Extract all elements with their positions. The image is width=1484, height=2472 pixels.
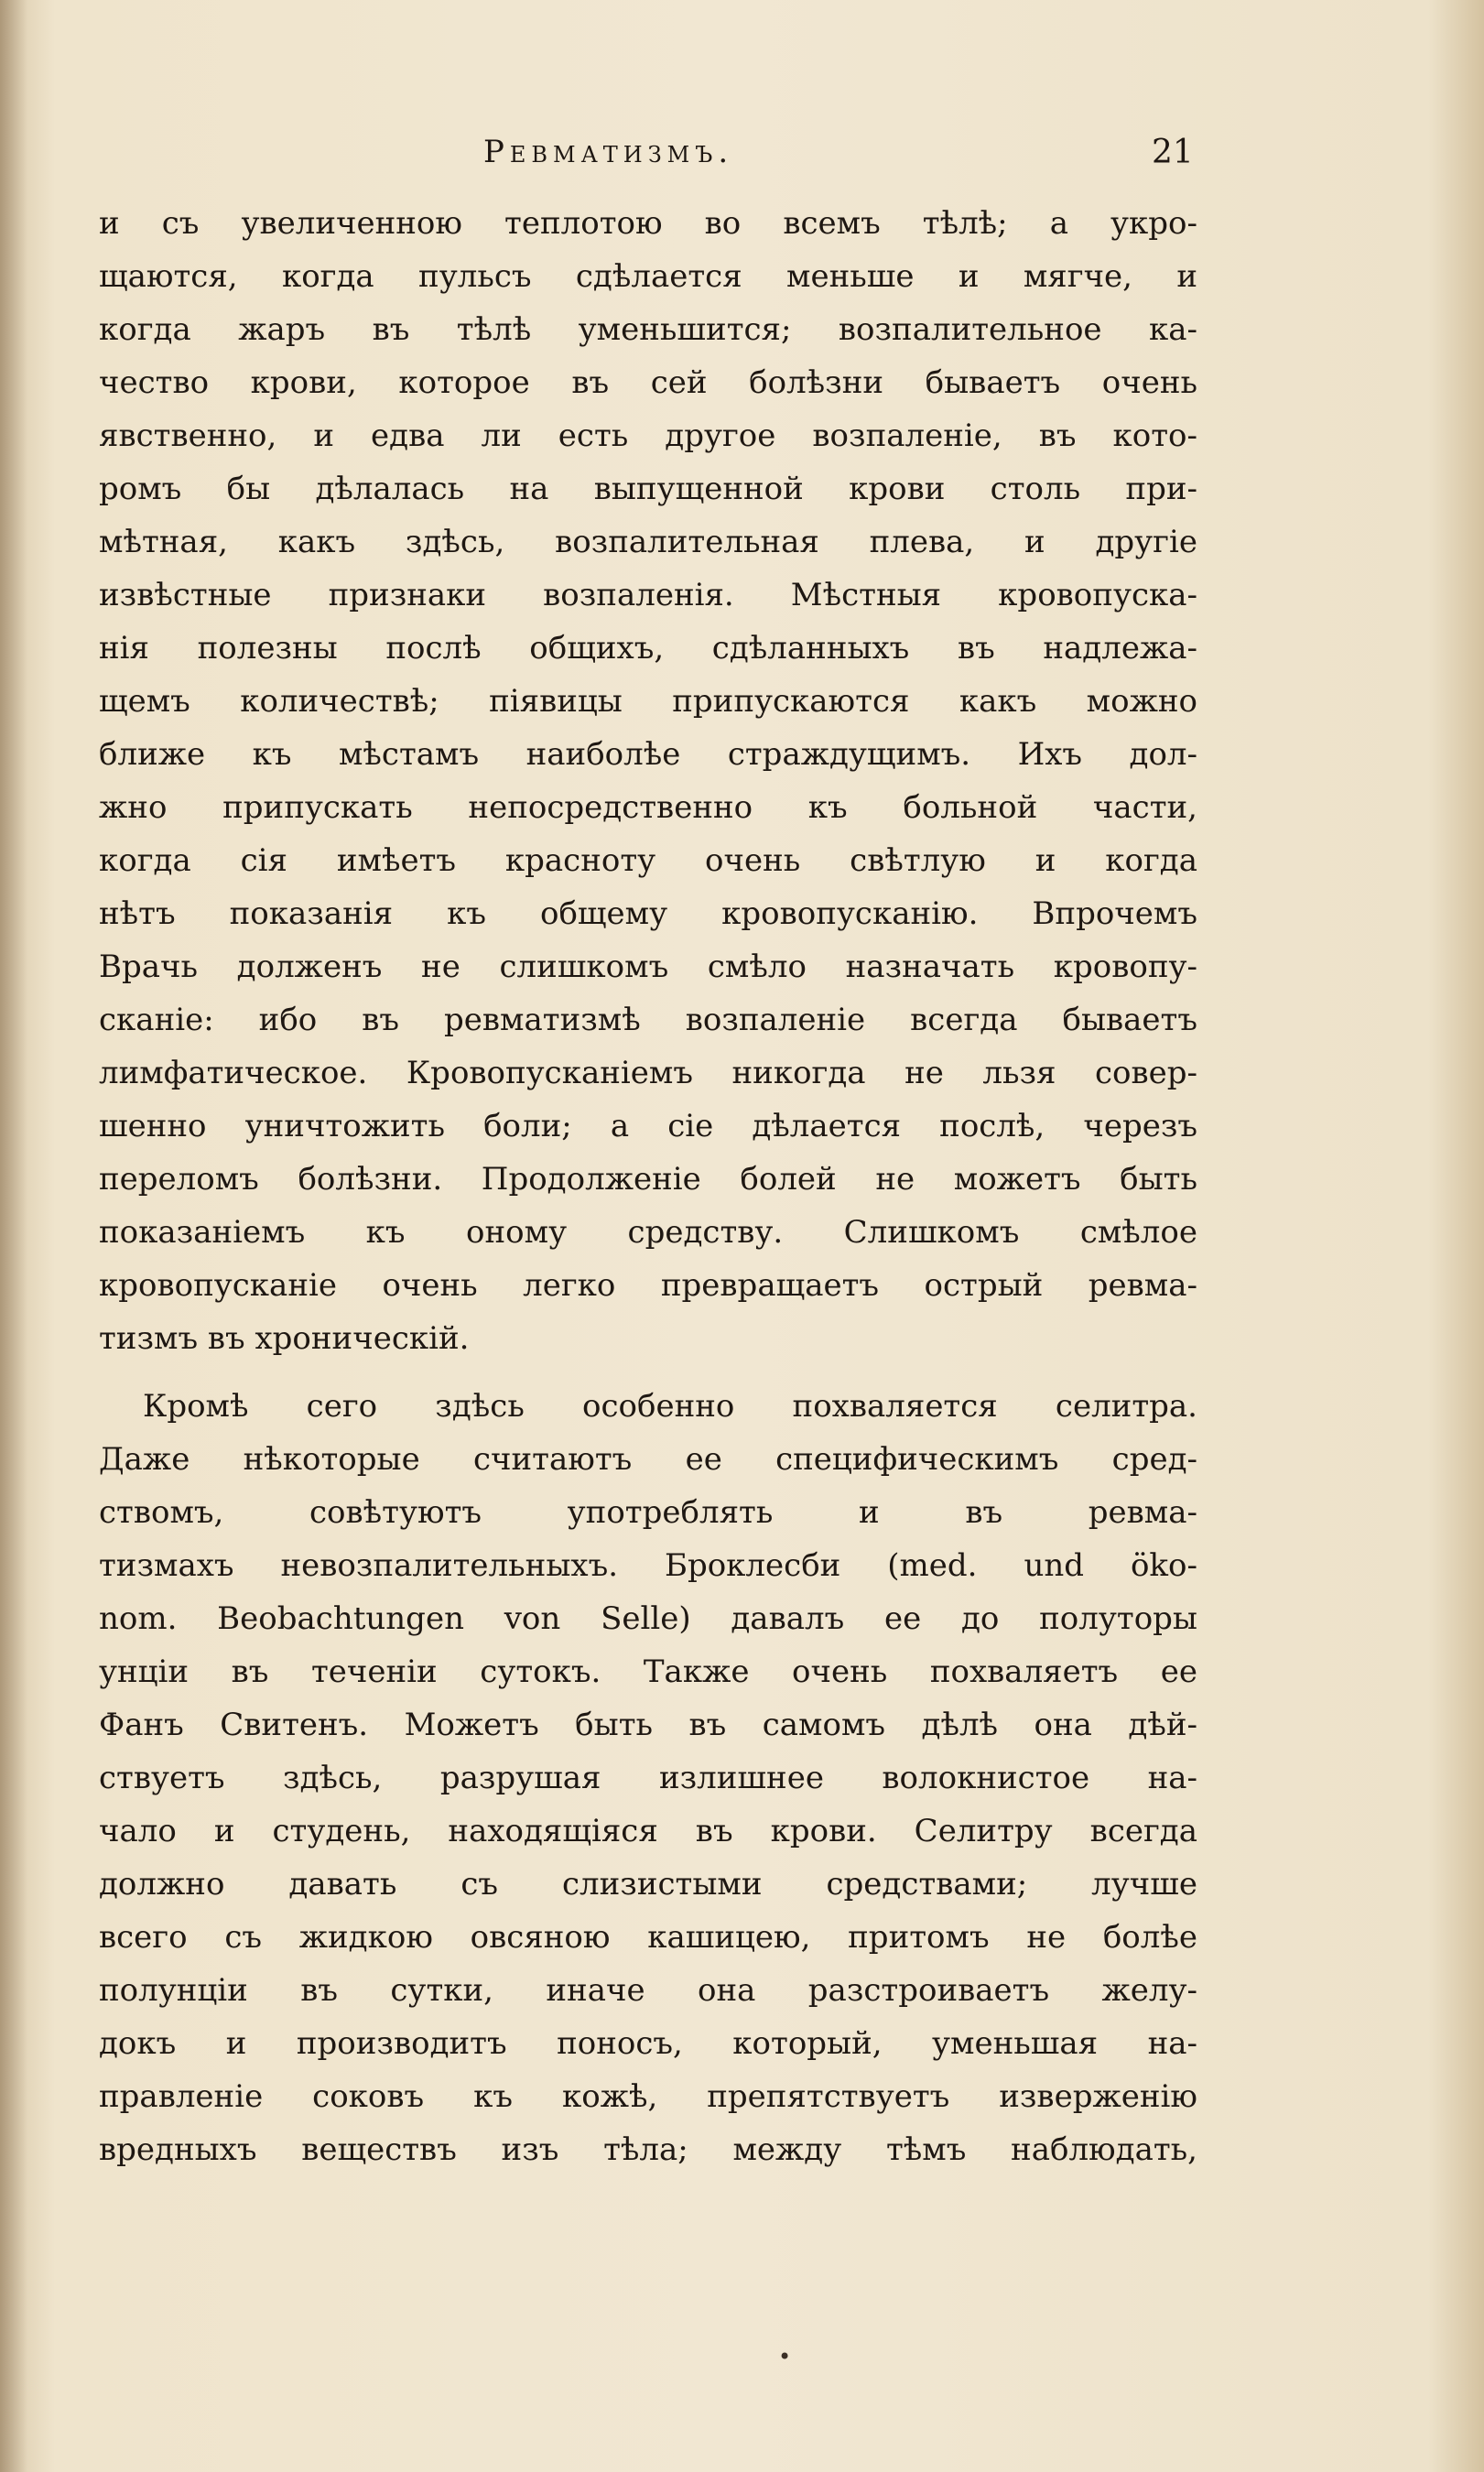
text-line: правленіе соковъ къ кожѣ, препятствуетъ изверженію xyxy=(99,2078,1197,2115)
body-text xyxy=(99,197,1197,2176)
spine-shadow xyxy=(0,0,27,2472)
text-line: щемъ количествѣ; піявицы припускаются какъ можно xyxy=(99,683,1197,720)
paragraph-1 xyxy=(99,197,1197,1365)
text-line: мѣтная, какъ здѣсь, возпалительная плева, и другіе xyxy=(99,524,1197,560)
text-line: тизмъ въ хроническій. xyxy=(99,1320,470,1357)
text-line: полунціи въ сутки, иначе она разстроиваетъ желу- xyxy=(99,1972,1197,2009)
text-line: щаются, когда пульсъ сдѣлается меньше и мягче, и xyxy=(99,258,1197,295)
paragraph-2 xyxy=(99,1380,1197,2176)
text-line: явственно, и едва ли есть другое возпаленіе, въ кото- xyxy=(99,417,1197,454)
text-line: унціи въ теченіи сутокъ. Также очень похваляетъ ее xyxy=(99,1653,1197,1690)
text-line: сканіе: ибо въ ревматизмѣ возпаленіе всегда бываетъ xyxy=(99,1002,1197,1038)
text-line: переломъ болѣзни. Продолженіе болей не можетъ быть xyxy=(99,1161,1197,1198)
text-line: ствуетъ здѣсь, разрушая излишнее волокнистое на- xyxy=(99,1760,1197,1796)
page-number: 21 xyxy=(1152,134,1194,171)
text-line: ромъ бы дѣлалась на выпущенной крови столь при- xyxy=(99,471,1197,507)
text-line: должно давать съ слизистыми средствами; лучше xyxy=(99,1866,1197,1903)
text-line: извѣстные признаки возпаленія. Мѣстныя кровопуска- xyxy=(99,577,1197,613)
text-line: чало и студень, находящіяся въ крови. Селитру всегда xyxy=(99,1813,1197,1849)
text-line: и съ увеличенною теплотою во всемъ тѣлѣ; а укро- xyxy=(99,205,1197,242)
text-line: ствомъ, совѣтуютъ употреблять и въ ревма- xyxy=(99,1494,1197,1531)
paragraph-gap xyxy=(99,1365,1197,1380)
text-line: шенно уничтожить боли; а сіе дѣлается послѣ, черезъ xyxy=(99,1108,1197,1144)
text-line: Врачь долженъ не слишкомъ смѣло назначать кровопу- xyxy=(99,949,1197,985)
text-line: Кромѣ сего здѣсь особенно похваляется селитра. xyxy=(143,1388,1197,1425)
text-line: ближе къ мѣстамъ наиболѣе страждущимъ. Ихъ дол- xyxy=(99,736,1197,773)
text-line: всего съ жидкою овсяною кашицею, притомъ не болѣе xyxy=(99,1919,1197,1956)
text-line: Фанъ Свитенъ. Можетъ быть въ самомъ дѣлѣ она дѣй- xyxy=(99,1707,1197,1743)
text-line: тизмахъ невозпалительныхъ. Броклесби (med. und öko- xyxy=(99,1547,1197,1584)
text-line: докъ и производитъ поносъ, который, уменьшая на- xyxy=(99,2025,1197,2062)
text-line: показаніемъ къ оному средству. Слишкомъ смѣлое xyxy=(99,1214,1197,1251)
text-line: вредныхъ веществъ изъ тѣла; между тѣмъ наблюдать, xyxy=(99,2131,1197,2168)
text-line: чество крови, которое въ сей болѣзни бываетъ очень xyxy=(99,364,1197,401)
text-line: кровопусканіе очень легко превращаетъ острый ревма- xyxy=(99,1267,1197,1304)
running-head xyxy=(99,134,1197,179)
page-mark: • xyxy=(778,2344,792,2369)
text-line: nom. Beobachtungen von Selle) давалъ ее до полуторы xyxy=(99,1600,1197,1637)
text-line: когда жаръ въ тѣлѣ уменьшится; возпалительное ка- xyxy=(99,311,1197,348)
text-line: когда сія имѣетъ красноту очень свѣтлую и когда xyxy=(99,842,1197,879)
text-line: лимфатическое. Кровопусканіемъ никогда не льзя совер- xyxy=(99,1055,1197,1091)
text-line: Даже нѣкоторые считаютъ ее специфическимъ сред- xyxy=(99,1441,1197,1478)
running-title: Ревматизмъ. xyxy=(483,134,734,170)
text-line: жно припускать непосредственно къ больной части, xyxy=(99,789,1197,826)
text-line: нѣтъ показанія къ общему кровопусканію. Впрочемъ xyxy=(99,895,1197,932)
text-line: нія полезны послѣ общихъ, сдѣланныхъ въ надлежа- xyxy=(99,630,1197,667)
